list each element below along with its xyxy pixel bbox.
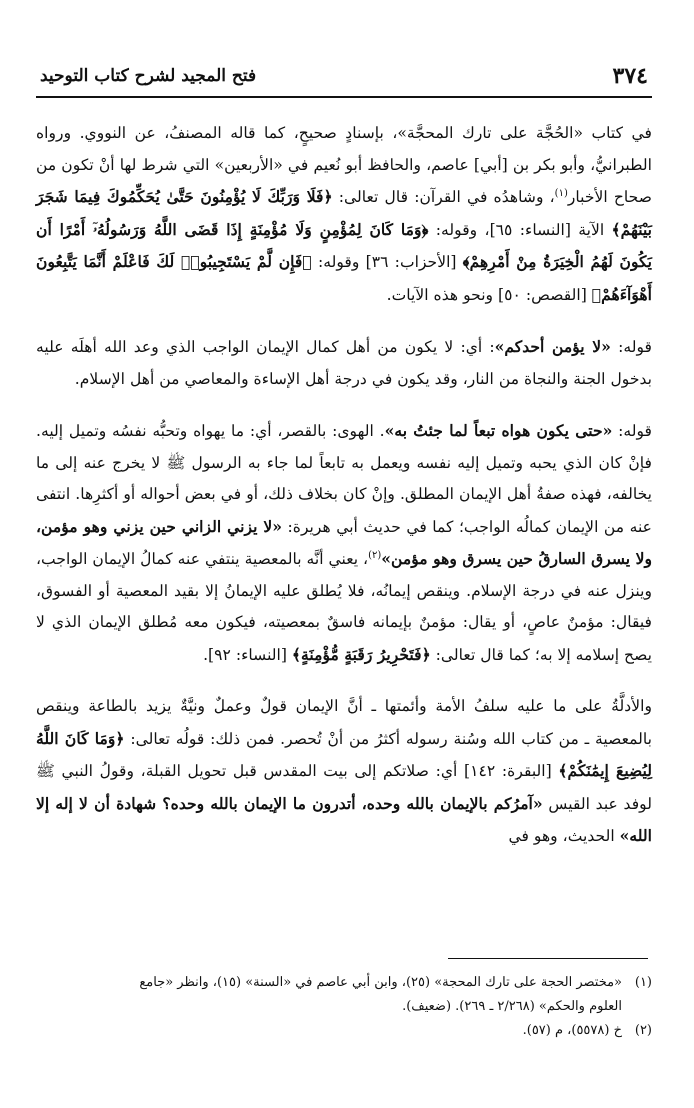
footnote-text: «مختصر الحجة على تارك المحجة» (٢٥)، وابن أبي عاصم في «السنة» (١٥)، وانظر «جامع [139,975,622,990]
text-run: . الهوى: بالقصر، أي: ما يهواه وتحبُّه نفسُه وتميل إليه. فإنْ كان الذي يحبه وتميل إليه نفسه ويعمل به تابعاً لما جاء به الرسول ﷺ لا يخرج عنه إلى ما يخالفه، فهذه صفةُ أهل الإيمان المطلق. وإنْ كان بخلاف ذلك، أو في بعض أحواله أو أكثرِها. انتفى عنه من الإيمان كمالُه الواجب؛ كما في حديث أبي هريرة: [36,422,652,536]
text-run: قوله: [612,422,652,440]
body-text [36,118,652,853]
hadith-quote: «حتى يكون هواه تبعاً لما جئتُ به» [384,421,613,440]
quran-verse: ﴿فَتَحْرِيرُ رَقَبَةٍ مُّؤْمِنَةٍ﴾ [291,644,431,664]
footnote-number: (١) [634,975,652,990]
hadith-quote: «آمرُكم بالإيمان بالله وحده، أتدرون ما الإيمان بالله وحده؟ شهادة أن لا إله إلا الله» [36,793,652,845]
page-number: ٣٧٤ [612,63,648,89]
footnote-continuation: العلوم والحكم» (٢/٢٦٨ ـ ٢٦٩). (ضعيف). [402,999,622,1014]
text-run: قوله: [610,338,652,356]
paragraph [36,415,652,671]
text-run: في كتاب «الحُجَّة على تارك المحجَّة»، بإسنادٍ صحيحٍ، كما قاله المصنفُ، عن النووي. ورواه الطبرانيُّ، وأبو بكر بن [أبي] عاصم، والحافظ أبو نُعيم في «الأربعين» التي شرط لها أنْ تكون من صحاح الأخبار [36,124,652,206]
text-run: [البقرة: ١٤٢] أي: صلاتكم إلى بيت المقدس قبل تحويل القبلة، وقولُ النبي ﷺ لوفد عبد القيس [36,762,652,813]
text-run: : أي: لا يكون من أهل كمال الإيمان الواجب الذي وعد الله أهلَه عليه بدخول الجنة والنجاة من النار، وقد يكون في درجة أهل الإساءة والمعاصي من أهل الإسلام. [36,338,652,388]
text-run: [النساء: ٩٢]. [203,645,292,664]
hadith-quote: «لا يؤمن أحدكم» [494,337,611,356]
quran-verse: ﴿وَمَا كَانَ اللَّهُ لِيُضِيعَ إِيمَٰنَكُمْ﴾ [36,728,653,780]
hadith-quote: «لا يزني الزاني حين يزني وهو مؤمن، ولا يسرق السارقُ حين يسرق وهو مؤمن» [36,516,652,568]
footnote-ref: (١) [554,187,568,199]
quran-verse: ﴿فَإِن لَّمْ يَسْتَجِيبُوا۟ لَكَ فَاعْلَمْ أَنَّمَا يَتَّبِعُونَ أَهْوَآءَهُمْ﴾ [36,252,652,304]
footnote-ref: (٢) [368,549,382,561]
paragraph [36,691,652,853]
footnote-number: (٢) [634,1023,652,1038]
text-run: ، يعني أنَّه بالمعصية ينتفي عنه كمالُ الإيمان الواجب، وينزل عنه في درجة الإسلام. وينقص إيمانُه، فلا يُطلق عليه الإيمانُ إلا بقيد المعصية أو الفسوق، فيقال: مؤمنٌ عاصٍ، أو يقال: مؤمنٌ بإيمانه فاسقٌ بمعصيته، فيكون معه مُطلق الإيمان الذي لا يصح إسلامه إلا به؛ كما قال تعالى: [36,550,652,664]
page-header [36,56,652,98]
book-title: فتح المجيد لشرح كتاب التوحيد [40,66,257,86]
quran-verse: ﴿وَمَا كَانَ لِمُؤْمِنٍ وَلَا مُؤْمِنَةٍ إِذَا قَضَى اللَّهُ وَرَسُولُهُۥٓ أَمْرًا أَن يَكُونَ لَهُمُ الْخِيَرَةُ مِنْ أَمْرِهِمْ﴾ [36,219,652,271]
text-run: والأدلَّةُ على ما عليه سلفُ الأمة وأئمتها ـ أنَّ الإيمان قولٌ وعملٌ ونيَّةٌ يزيد بالطاعة وينقص بالمعصية ـ من كتاب الله وسُنة رسوله أكثرُ من أنْ تُحصر. فمن ذلك: قولُه تعالى: [36,697,653,748]
footnote-separator [448,958,648,959]
book-page [36,56,652,1096]
footnote [36,1019,652,1043]
quran-verse: ﴿فَلَا وَرَبِّكَ لَا يُؤْمِنُونَ حَتَّىٰ يُحَكِّمُوكَ فِيمَا شَجَرَ بَيْنَهُمْ﴾ [36,187,652,239]
text-run: [الأحزاب: ٣٦] وقوله: [311,253,463,271]
paragraph [36,118,652,311]
text-run: الآية [النساء: ٦٥]، وقوله: [428,220,612,239]
footnotes [36,971,652,1043]
text-run: ، وشاهدُه في القرآن: قال تعالى: [332,188,555,206]
text-run: الحديث، وهو في [508,827,620,845]
text-run: [القصص: ٥٠] ونحو هذه الآيات. [386,285,592,304]
footnote [36,971,652,995]
footnote-text: خ (٥٥٧٨)، م (٥٧). [522,1023,622,1038]
paragraph [36,331,652,395]
